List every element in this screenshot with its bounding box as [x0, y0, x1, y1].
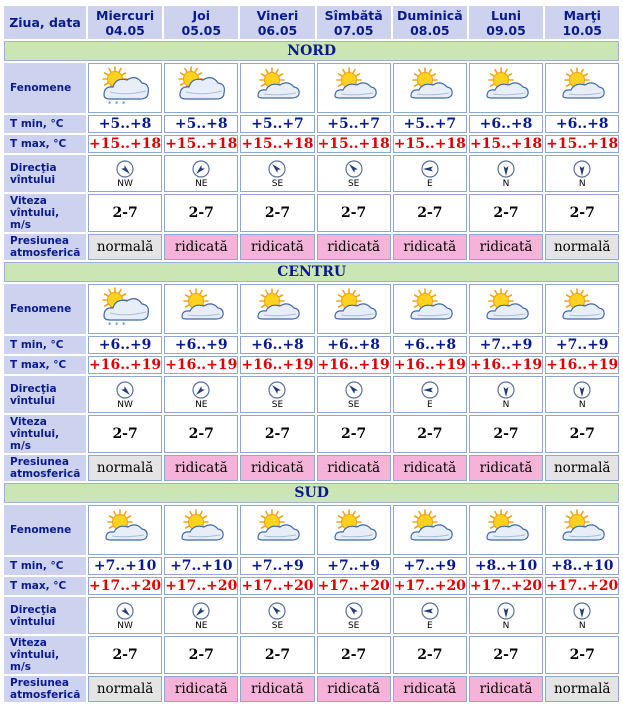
wind-speed-value: 2-7	[164, 415, 238, 453]
wind-speed-row	[4, 636, 619, 674]
row-label	[4, 63, 86, 113]
weather-cell	[393, 284, 467, 334]
wind-speed-value: 2-7	[164, 636, 238, 674]
row-label-text: T min, °C	[10, 560, 64, 572]
row-label-text: Direcţia	[10, 382, 57, 395]
wind-direction-text: NE	[195, 620, 208, 631]
pressure-value: ridicată	[164, 676, 238, 702]
wind-direction-text: N	[578, 620, 586, 631]
cloudy-rain-icon	[98, 65, 152, 107]
row-label	[4, 284, 86, 334]
tmin-value: +6..+8	[545, 115, 619, 133]
row-label-text: Direcţia	[10, 161, 57, 174]
tmax-value: +15..+18	[546, 136, 619, 152]
tmin-value: +6..+8	[317, 336, 391, 354]
wind-direction-cell	[240, 155, 314, 192]
wind-speed-value: 2-7	[545, 415, 619, 453]
pressure-value: ridicată	[240, 455, 314, 481]
wind-direction-row	[4, 597, 619, 634]
row-label-text: vîntului,	[10, 428, 60, 440]
weather-cell	[469, 284, 543, 334]
wind-direction-cell	[469, 376, 543, 413]
day-date: 09.05	[486, 22, 526, 38]
wind-direction-text: NE	[195, 399, 208, 410]
tmax-row	[4, 577, 619, 595]
cloudy-rain-icon	[98, 286, 152, 328]
svg-text:*: *	[108, 100, 112, 107]
wind-direction-arrow-icon	[497, 602, 515, 620]
weather-cell	[317, 63, 391, 113]
wind-direction-cell	[240, 376, 314, 413]
row-label-text: m/s	[10, 440, 32, 452]
tmax-value: +15..+18	[317, 136, 390, 152]
day-date: 07.05	[333, 22, 374, 38]
day-date: 08.05	[410, 22, 450, 38]
wind-direction-cell	[88, 155, 162, 192]
tmin-value: +6..+9	[88, 336, 162, 354]
wind-direction-cell	[393, 155, 467, 192]
forecast-table	[2, 4, 621, 704]
weather-cell	[469, 63, 543, 113]
day-date: 04.05	[105, 22, 145, 38]
row-label-text: vîntului	[10, 173, 56, 186]
wind-speed-value: 2-7	[317, 636, 391, 674]
wind-direction-cell	[317, 155, 391, 192]
weather-cell	[88, 284, 162, 334]
partly-cloudy-icon	[403, 286, 457, 328]
tmax-value: +16..+19	[317, 357, 390, 373]
day-date: 05.05	[181, 22, 222, 38]
region-row	[4, 262, 619, 282]
weather-cell	[393, 63, 467, 113]
wind-direction-arrow-icon	[345, 160, 363, 178]
tmax-value: +17..+20	[393, 578, 466, 594]
wind-direction-cell	[545, 155, 619, 192]
tmax-value: +17..+20	[546, 578, 619, 594]
row-label-text: vîntului,	[10, 649, 60, 661]
partly-cloudy-icon	[327, 507, 381, 549]
pressure-value: ridicată	[469, 234, 543, 260]
row-label-text: atmosferică	[10, 247, 81, 259]
weather-cell	[317, 505, 391, 555]
tmin-value: +7..+9	[240, 557, 314, 575]
wind-direction-arrow-icon	[573, 160, 591, 178]
wind-direction-arrow-icon	[268, 602, 286, 620]
row-label-text: Presiunea	[10, 456, 70, 468]
row-label-text: Fenomene	[10, 82, 72, 94]
wind-direction-text: N	[502, 399, 510, 410]
wind-direction-arrow-icon	[192, 602, 210, 620]
wind-speed-row	[4, 415, 619, 453]
tmax-row	[4, 356, 619, 374]
tmin-value: +7..+10	[164, 557, 238, 575]
row-label	[4, 505, 86, 555]
wind-direction-arrow-icon	[421, 160, 439, 178]
pressure-row	[4, 455, 619, 481]
tmin-value: +5..+8	[88, 115, 162, 133]
svg-text:*: *	[108, 321, 112, 328]
row-label	[4, 336, 86, 354]
row-label-text: Direcţia	[10, 603, 57, 616]
weather-cell	[240, 63, 314, 113]
wind-direction-arrow-icon	[268, 160, 286, 178]
pressure-value: ridicată	[393, 676, 467, 702]
day-name: Luni	[491, 7, 522, 23]
tmin-value: +7..+9	[545, 336, 619, 354]
pressure-row	[4, 234, 619, 260]
wind-direction-arrow-icon	[116, 602, 134, 620]
tmax-value: +16..+19	[546, 357, 619, 373]
partly-cloudy-icon	[479, 65, 533, 107]
wind-direction-arrow-icon	[268, 381, 286, 399]
row-label-text: m/s	[10, 219, 32, 231]
wind-direction-text: SE	[271, 399, 284, 410]
weather-cell	[240, 505, 314, 555]
row-label	[4, 597, 86, 634]
tmin-value: +5..+7	[393, 115, 467, 133]
row-label-text: Fenomene	[10, 524, 72, 536]
weather-cell	[469, 505, 543, 555]
tmax-value: +16..+19	[241, 357, 314, 373]
wind-direction-arrow-icon	[116, 160, 134, 178]
pressure-value: ridicată	[164, 234, 238, 260]
tmin-value: +7..+9	[469, 336, 543, 354]
header-row	[4, 6, 619, 39]
row-label	[4, 636, 86, 674]
tmin-value: +5..+7	[240, 115, 314, 133]
wind-speed-value: 2-7	[88, 636, 162, 674]
row-label	[4, 194, 86, 232]
partly-cloudy-icon	[555, 507, 609, 549]
row-label	[4, 155, 86, 192]
pressure-value: ridicată	[240, 234, 314, 260]
pressure-value: ridicată	[469, 455, 543, 481]
tmin-value: +5..+8	[164, 115, 238, 133]
row-label	[4, 115, 86, 133]
header-label: Ziua, data	[4, 6, 86, 39]
wind-direction-text: SE	[271, 620, 284, 631]
wind-direction-row	[4, 155, 619, 192]
row-label-text: Presiunea	[10, 677, 70, 689]
row-label-text: Viteza	[10, 637, 47, 649]
tmax-value: +15..+18	[89, 136, 162, 152]
row-label	[4, 376, 86, 413]
row-label-text: Fenomene	[10, 303, 72, 315]
wind-direction-cell	[164, 597, 238, 634]
row-label	[4, 676, 86, 702]
weather-cell	[88, 505, 162, 555]
wind-speed-value: 2-7	[393, 194, 467, 232]
partly-cloudy-icon	[174, 507, 228, 549]
weather-cell	[545, 284, 619, 334]
day-date: 10.05	[562, 22, 602, 38]
pressure-value: ridicată	[164, 455, 238, 481]
row-label-text: vîntului	[10, 615, 56, 628]
row-label	[4, 455, 86, 481]
pressure-row	[4, 676, 619, 702]
weather-cell	[240, 284, 314, 334]
wind-direction-text: E	[427, 620, 433, 631]
wind-speed-value: 2-7	[393, 415, 467, 453]
region-title: CENTRU	[4, 262, 619, 282]
tmax-value: +15..+18	[393, 136, 466, 152]
row-label-text: Viteza	[10, 195, 47, 207]
row-label-text: vîntului	[10, 394, 56, 407]
row-label-text: Viteza	[10, 416, 47, 428]
wind-direction-text: NW	[117, 620, 133, 631]
wind-speed-value: 2-7	[88, 194, 162, 232]
wind-speed-value: 2-7	[240, 194, 314, 232]
tmin-row	[4, 557, 619, 575]
row-label-text: atmosferică	[10, 689, 81, 701]
row-label-text: T min, °C	[10, 339, 64, 351]
partly-cloudy-icon	[250, 507, 304, 549]
wind-direction-text: N	[502, 620, 510, 631]
weather-cell	[317, 284, 391, 334]
partly-cloudy-icon	[479, 286, 533, 328]
wind-direction-arrow-icon	[116, 381, 134, 399]
partly-cloudy-icon	[555, 65, 609, 107]
tmin-value: +6..+8	[240, 336, 314, 354]
weather-cell	[164, 63, 238, 113]
day-name: Marţi	[563, 7, 601, 23]
row-label-text: T min, °C	[10, 118, 64, 130]
pressure-value: normală	[545, 676, 619, 702]
row-label	[4, 234, 86, 260]
region-row	[4, 41, 619, 61]
wind-direction-text: NE	[195, 178, 208, 189]
row-label-text: T max, °C	[10, 359, 67, 371]
svg-text:*: *	[115, 321, 119, 328]
pressure-value: ridicată	[393, 455, 467, 481]
tmin-value: +7..+9	[393, 557, 467, 575]
row-label-text: T max, °C	[10, 580, 67, 592]
wind-direction-text: N	[578, 178, 586, 189]
day-header	[88, 6, 162, 39]
day-name: Vineri	[256, 7, 299, 23]
day-header	[545, 6, 619, 39]
wind-direction-arrow-icon	[345, 602, 363, 620]
pressure-value: normală	[88, 455, 162, 481]
wind-direction-arrow-icon	[421, 381, 439, 399]
tmin-value: +8..+10	[469, 557, 543, 575]
wind-direction-cell	[469, 155, 543, 192]
day-header	[164, 6, 238, 39]
tmax-value: +15..+18	[469, 136, 543, 152]
wind-direction-text: E	[427, 399, 433, 410]
wind-speed-value: 2-7	[88, 415, 162, 453]
wind-direction-cell	[88, 376, 162, 413]
weather-cell	[545, 505, 619, 555]
wind-direction-cell	[545, 597, 619, 634]
wind-speed-row	[4, 194, 619, 232]
day-date: 06.05	[257, 22, 298, 38]
wind-direction-text: NW	[117, 178, 133, 189]
svg-text:*: *	[122, 321, 126, 328]
wind-direction-text: SE	[271, 178, 284, 189]
cloudy-icon	[174, 65, 228, 107]
partly-cloudy-icon	[479, 507, 533, 549]
wind-speed-value: 2-7	[240, 415, 314, 453]
wind-speed-value: 2-7	[164, 194, 238, 232]
tmin-value: +6..+9	[164, 336, 238, 354]
tmax-value: +17..+20	[317, 578, 390, 594]
wind-direction-cell	[393, 376, 467, 413]
tmin-value: +7..+9	[317, 557, 391, 575]
wind-direction-arrow-icon	[192, 160, 210, 178]
tmax-value: +16..+19	[469, 357, 543, 373]
tmin-value: +8..+10	[545, 557, 619, 575]
pressure-value: normală	[545, 455, 619, 481]
wind-direction-cell	[164, 155, 238, 192]
pressure-value: ridicată	[317, 676, 391, 702]
weather-cell	[88, 63, 162, 113]
tmax-value: +17..+20	[469, 578, 543, 594]
day-header	[240, 6, 314, 39]
wind-speed-value: 2-7	[469, 194, 543, 232]
phenomena-row	[4, 284, 619, 334]
tmin-value: +7..+10	[88, 557, 162, 575]
wind-direction-text: E	[427, 178, 433, 189]
phenomena-row	[4, 505, 619, 555]
partly-cloudy-icon	[174, 286, 228, 328]
tmax-value: +17..+20	[241, 578, 314, 594]
wind-direction-arrow-icon	[192, 381, 210, 399]
pressure-value: ridicată	[317, 455, 391, 481]
partly-cloudy-icon	[403, 65, 457, 107]
tmax-value: +16..+19	[165, 357, 238, 373]
weather-cell	[393, 505, 467, 555]
wind-direction-arrow-icon	[497, 160, 515, 178]
wind-direction-cell	[88, 597, 162, 634]
wind-direction-cell	[469, 597, 543, 634]
wind-direction-cell	[545, 376, 619, 413]
wind-speed-value: 2-7	[469, 636, 543, 674]
tmax-value: +16..+19	[393, 357, 466, 373]
wind-direction-text: N	[502, 178, 510, 189]
region-title: SUD	[4, 483, 619, 503]
pressure-value: ridicată	[317, 234, 391, 260]
region-title: NORD	[4, 41, 619, 61]
day-name: Sîmbătă	[324, 7, 383, 23]
wind-direction-arrow-icon	[345, 381, 363, 399]
row-label	[4, 577, 86, 595]
tmax-value: +16..+19	[89, 357, 162, 373]
row-label	[4, 135, 86, 153]
row-label-text: T max, °C	[10, 138, 67, 150]
row-label-text: Presiunea	[10, 235, 70, 247]
partly-cloudy-icon	[250, 65, 304, 107]
pressure-value: ridicată	[240, 676, 314, 702]
wind-speed-value: 2-7	[545, 194, 619, 232]
weather-cell	[545, 63, 619, 113]
partly-cloudy-icon	[98, 507, 152, 549]
tmin-row	[4, 336, 619, 354]
row-label-text: m/s	[10, 661, 32, 673]
tmin-value: +6..+8	[393, 336, 467, 354]
wind-speed-value: 2-7	[317, 415, 391, 453]
pressure-value: normală	[88, 676, 162, 702]
day-header	[317, 6, 391, 39]
wind-direction-cell	[164, 376, 238, 413]
day-name: Duminică	[397, 7, 463, 23]
day-name: Miercuri	[96, 7, 155, 23]
weather-cell	[164, 284, 238, 334]
day-name: Joi	[192, 7, 211, 23]
wind-speed-value: 2-7	[317, 194, 391, 232]
tmax-value: +17..+20	[165, 578, 238, 594]
partly-cloudy-icon	[403, 507, 457, 549]
wind-direction-text: NW	[117, 399, 133, 410]
row-label-text: vîntului,	[10, 207, 60, 219]
wind-direction-arrow-icon	[573, 602, 591, 620]
wind-direction-cell	[317, 376, 391, 413]
day-header	[393, 6, 467, 39]
wind-direction-cell	[317, 597, 391, 634]
wind-direction-text: SE	[347, 399, 360, 410]
partly-cloudy-icon	[327, 286, 381, 328]
tmin-value: +6..+8	[469, 115, 543, 133]
tmax-row	[4, 135, 619, 153]
wind-direction-text: SE	[347, 178, 360, 189]
pressure-value: normală	[88, 234, 162, 260]
wind-direction-text: SE	[347, 620, 360, 631]
region-row	[4, 483, 619, 503]
weather-cell	[164, 505, 238, 555]
phenomena-row	[4, 63, 619, 113]
pressure-value: ridicată	[469, 676, 543, 702]
wind-direction-cell	[240, 597, 314, 634]
tmax-value: +17..+20	[89, 578, 162, 594]
partly-cloudy-icon	[250, 286, 304, 328]
wind-direction-arrow-icon	[573, 381, 591, 399]
wind-speed-value: 2-7	[469, 415, 543, 453]
row-label	[4, 557, 86, 575]
partly-cloudy-icon	[327, 65, 381, 107]
wind-speed-value: 2-7	[240, 636, 314, 674]
wind-direction-row	[4, 376, 619, 413]
wind-direction-cell	[393, 597, 467, 634]
row-label-text: atmosferică	[10, 468, 81, 480]
pressure-value: ridicată	[393, 234, 467, 260]
pressure-value: normală	[545, 234, 619, 260]
partly-cloudy-icon	[555, 286, 609, 328]
tmin-value: +5..+7	[317, 115, 391, 133]
wind-speed-value: 2-7	[545, 636, 619, 674]
svg-text:*: *	[122, 100, 126, 107]
tmax-value: +15..+18	[241, 136, 314, 152]
wind-speed-value: 2-7	[393, 636, 467, 674]
wind-direction-arrow-icon	[421, 602, 439, 620]
row-label	[4, 415, 86, 453]
svg-text:*: *	[115, 100, 119, 107]
wind-direction-text: N	[578, 399, 586, 410]
day-header	[469, 6, 543, 39]
tmin-row	[4, 115, 619, 133]
tmax-value: +15..+18	[165, 136, 238, 152]
row-label	[4, 356, 86, 374]
wind-direction-arrow-icon	[497, 381, 515, 399]
